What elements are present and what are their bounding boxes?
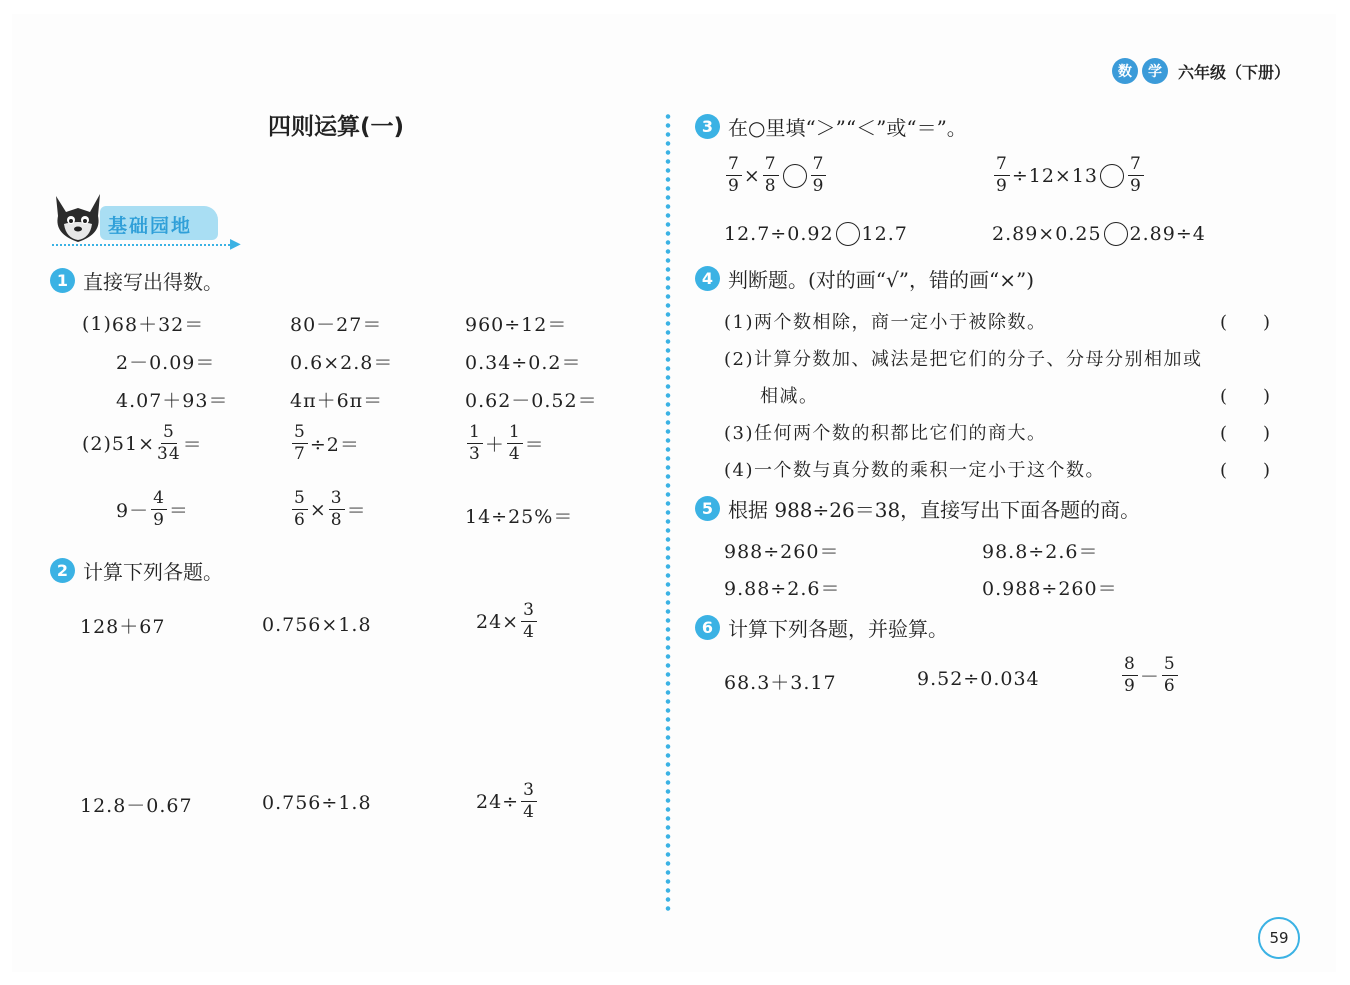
expression: 12.7÷0.92	[724, 223, 834, 245]
page-divider	[664, 112, 672, 912]
expression: 12.7	[861, 223, 908, 245]
page-title: 四则运算(一)	[268, 114, 405, 140]
numerator: 8	[1124, 654, 1136, 674]
question-4-title	[695, 264, 1034, 293]
numerator: 4	[153, 488, 165, 508]
denominator: 8	[764, 176, 777, 196]
part-label: (1)	[82, 312, 112, 335]
expression: ÷2＝	[309, 434, 360, 456]
operator: ＋	[484, 434, 505, 456]
fraction	[763, 156, 779, 195]
problem: 4.07＋93＝	[116, 390, 229, 412]
true-false-item: (4)一个数与真分数的乘积一定小于这个数。	[724, 460, 1105, 481]
fraction	[292, 490, 308, 529]
fraction	[292, 424, 308, 463]
answer-circle[interactable]	[836, 222, 860, 246]
true-false-item: (2)计算分数加、减法是把它们的分子、分母分别相加或	[724, 349, 1203, 370]
question-text: 计算下列各题，并验算。	[728, 617, 948, 641]
question-text: 判断题。(对的画“√”，错的画“×”)	[728, 268, 1035, 292]
expression: 24×	[476, 610, 520, 633]
question-text: 根据 988÷26＝38，直接写出下面各题的商。	[728, 498, 1141, 522]
denominator: 9	[1124, 676, 1136, 696]
denominator: 6	[1163, 676, 1176, 696]
fraction	[1128, 156, 1144, 195]
numerator: 7	[812, 154, 825, 174]
question-text: 在○里填“＞”“＜”或“＝”。	[728, 116, 967, 140]
denominator: 4	[523, 802, 535, 822]
expression: ＝	[524, 434, 545, 456]
question-number: 1	[50, 268, 75, 293]
question-5-title	[695, 494, 1140, 523]
section-label: 基础园地	[108, 215, 193, 237]
numerator: 7	[764, 154, 777, 174]
problem: 98.8÷2.6＝	[982, 541, 1099, 563]
expression: ＝	[182, 434, 203, 456]
fraction	[467, 424, 483, 463]
comparison-problem	[992, 156, 1146, 195]
problem	[116, 490, 189, 529]
numerator: 7	[728, 154, 740, 174]
denominator: 34	[157, 444, 181, 464]
expression: ＝	[346, 500, 367, 522]
section-label-box	[100, 206, 218, 240]
subject-badge: 学	[1142, 58, 1168, 84]
problem	[290, 424, 360, 463]
question-number: 5	[695, 496, 720, 521]
question-1-title	[50, 266, 223, 295]
denominator: 9	[728, 176, 740, 196]
problem: 0.62－0.52＝	[465, 390, 598, 412]
page-number: 59	[1258, 917, 1300, 959]
operator: ×	[309, 498, 327, 521]
expression: 68＋32＝	[111, 314, 205, 336]
question-text: 直接写出得数。	[83, 270, 223, 294]
answer-circle[interactable]	[1104, 222, 1128, 246]
problem	[465, 424, 545, 463]
question-number: 3	[695, 114, 720, 139]
problem: 2－0.09＝	[116, 352, 216, 374]
problem: 9.88÷2.6＝	[724, 578, 841, 600]
question-text: 计算下列各题。	[83, 560, 223, 584]
problem	[82, 424, 203, 463]
denominator: 7	[294, 444, 306, 464]
numerator: 5	[1163, 654, 1176, 674]
grade-label: 六年级（下册）	[1178, 62, 1291, 82]
problem: 4π＋6π＝	[290, 390, 384, 412]
problem	[290, 490, 367, 529]
question-number: 4	[695, 266, 720, 291]
problem: 0.756÷1.8	[262, 792, 372, 814]
section-underline	[52, 244, 234, 246]
fraction	[151, 490, 167, 529]
answer-circle[interactable]	[1100, 164, 1124, 188]
comparison-problem	[724, 156, 828, 195]
problem: 128＋67	[80, 616, 166, 638]
answer-parenthesis[interactable]: ( )	[1220, 460, 1271, 481]
denominator: 9	[153, 510, 165, 530]
problem: 0.988÷260＝	[982, 578, 1118, 600]
fraction	[1122, 656, 1138, 695]
problem	[1120, 656, 1180, 695]
denominator: 3	[469, 444, 481, 464]
question-number: 6	[695, 615, 720, 640]
true-false-item: (1)两个数相除，商一定小于被除数。	[724, 312, 1047, 333]
expression: ÷12×13	[1011, 164, 1099, 187]
numerator: 1	[508, 422, 521, 442]
problem: 68.3＋3.17	[724, 672, 837, 694]
problem: 0.756×1.8	[262, 614, 372, 636]
denominator: 9	[1130, 176, 1142, 196]
true-false-item: 相减。	[760, 386, 819, 407]
fraction	[811, 156, 827, 195]
denominator: 4	[508, 444, 521, 464]
fraction	[521, 782, 537, 821]
operator: －	[1139, 666, 1160, 688]
fraction	[157, 424, 181, 463]
expression: 2.89÷4	[1129, 223, 1206, 245]
expression: 2.89×0.25	[992, 223, 1102, 245]
question-number: 2	[50, 558, 75, 583]
fraction	[994, 156, 1010, 195]
true-false-item: (3)任何两个数的积都比它们的商大。	[724, 423, 1047, 444]
fraction	[507, 424, 523, 463]
answer-parenthesis[interactable]: ( )	[1220, 386, 1271, 407]
question-3-title	[695, 112, 967, 141]
subject-badge: 数	[1112, 58, 1138, 84]
numerator: 1	[469, 422, 481, 442]
problem: 0.6×2.8＝	[290, 352, 394, 374]
problem: 12.8－0.67	[80, 795, 193, 817]
header-subject	[1112, 58, 1290, 84]
numerator: 3	[523, 600, 535, 620]
operator: ×	[743, 164, 761, 187]
expression: 51×	[111, 432, 156, 455]
problem: 960÷12＝	[465, 314, 568, 336]
numerator: 3	[523, 780, 535, 800]
problem: 9.52÷0.034	[917, 668, 1040, 690]
arrow-icon: ▶	[230, 236, 241, 252]
answer-parenthesis[interactable]: ( )	[1220, 423, 1271, 444]
comparison-problem	[724, 222, 908, 246]
answer-parenthesis[interactable]: ( )	[1220, 312, 1271, 333]
denominator: 8	[330, 510, 343, 530]
problem: 0.34÷0.2＝	[465, 352, 582, 374]
numerator: 7	[1130, 154, 1142, 174]
denominator: 9	[812, 176, 825, 196]
expression: 24÷	[476, 790, 520, 813]
expression: ＝	[168, 500, 189, 522]
question-2-title	[50, 556, 223, 585]
numerator: 5	[294, 488, 306, 508]
part-label: (2)	[82, 432, 112, 455]
fraction	[521, 602, 537, 641]
problem	[82, 310, 204, 337]
question-6-title	[695, 613, 948, 642]
denominator: 4	[523, 622, 535, 642]
numerator: 3	[330, 488, 343, 508]
problem: 80－27＝	[290, 314, 383, 336]
denominator: 6	[294, 510, 306, 530]
numerator: 5	[294, 422, 306, 442]
numerator: 5	[162, 422, 175, 442]
problem	[476, 602, 539, 641]
fraction	[329, 490, 345, 529]
fraction	[1162, 656, 1178, 695]
comparison-problem	[992, 222, 1206, 246]
mascot-icon	[48, 190, 108, 248]
section-header	[48, 190, 248, 252]
numerator: 7	[996, 154, 1008, 174]
denominator: 9	[996, 176, 1008, 196]
problem: 14÷25%＝	[465, 506, 574, 528]
problem: 988÷260＝	[724, 541, 840, 563]
expression: 9－	[116, 500, 150, 522]
fraction	[726, 156, 742, 195]
problem	[476, 782, 539, 821]
answer-circle[interactable]	[783, 164, 807, 188]
